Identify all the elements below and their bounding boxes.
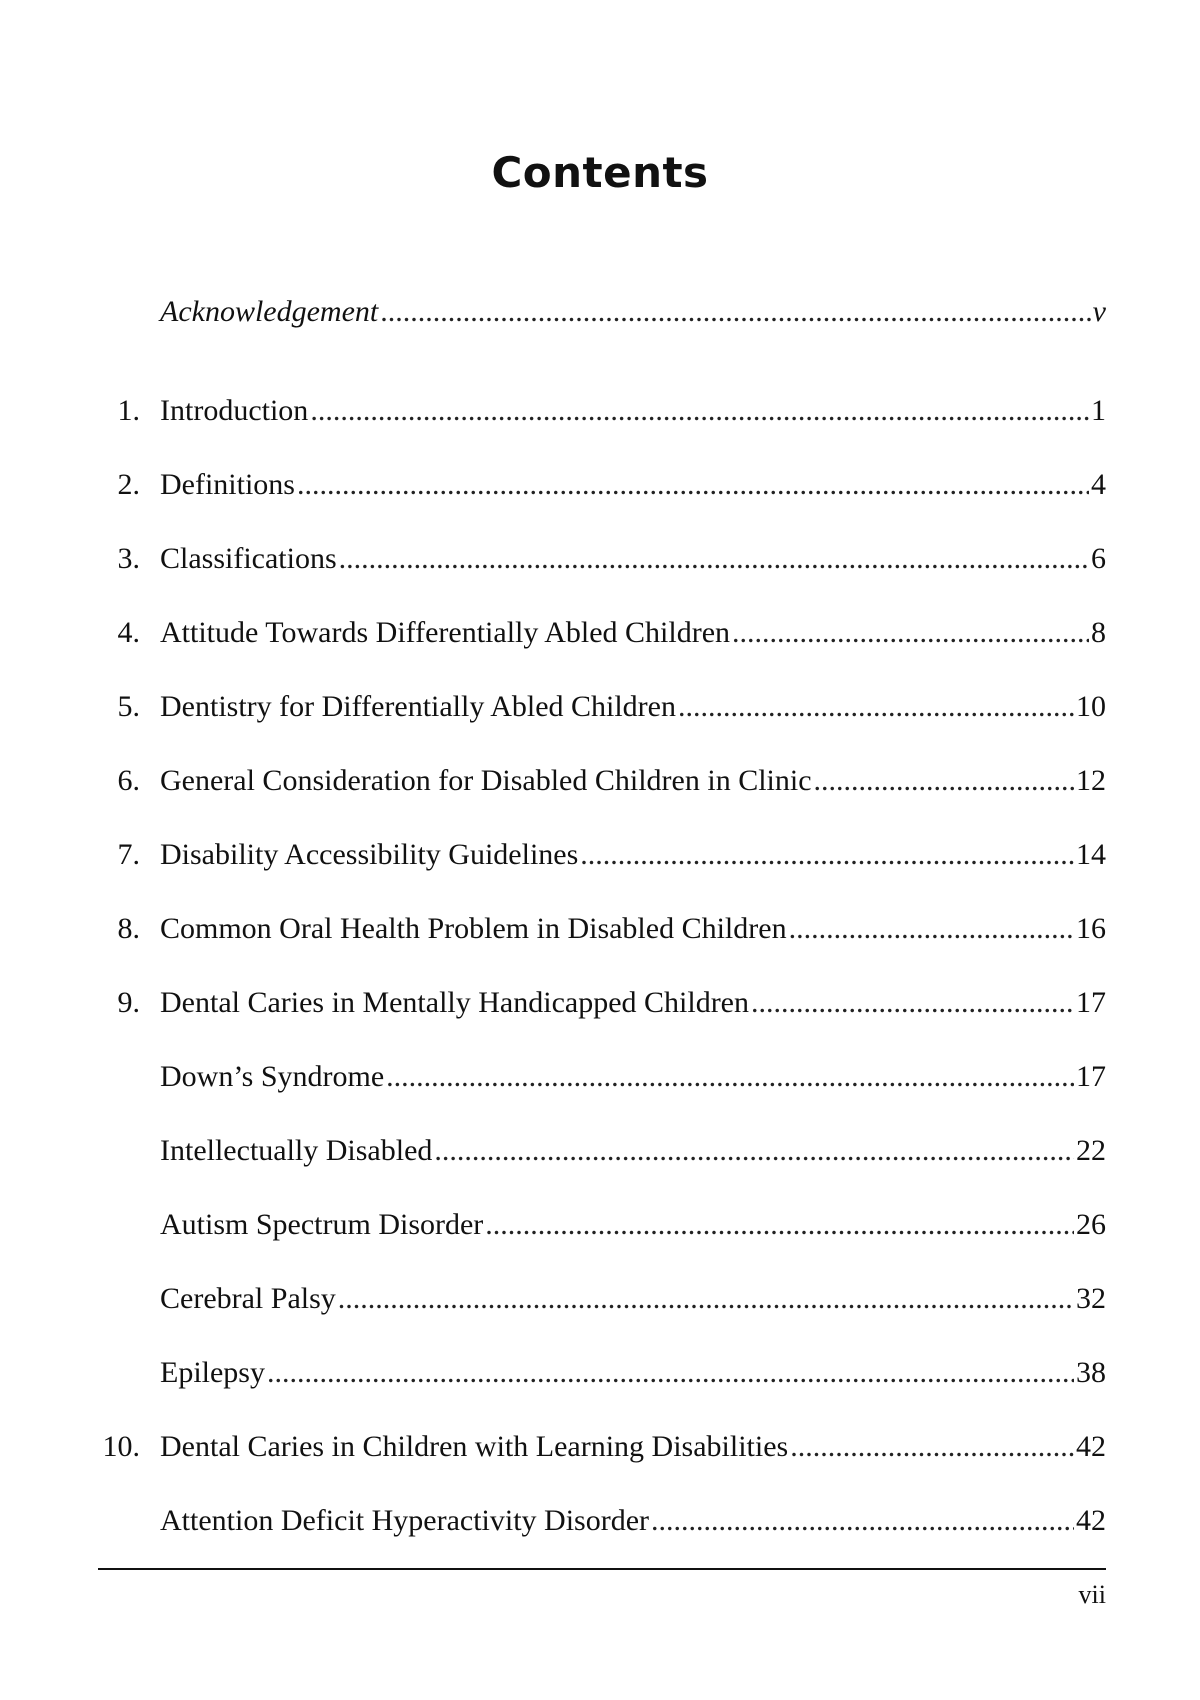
- toc-entry-page: 6: [1091, 542, 1106, 575]
- dot-leader: [386, 1057, 1074, 1097]
- toc-entry-page: 17: [1076, 1060, 1106, 1093]
- dot-leader: [651, 1501, 1074, 1541]
- toc-entry-number: 2.: [117, 468, 140, 501]
- toc-entry-number: 10.: [102, 1430, 140, 1463]
- toc-entry-cerebral-palsy[interactable]: [96, 1279, 1106, 1319]
- toc-entry-label: Attention Deficit Hyperactivity Disorder: [160, 1504, 650, 1537]
- toc-entry-page: 4: [1091, 468, 1106, 501]
- toc-entry-number: 7.: [117, 838, 140, 871]
- toc-entry-autism[interactable]: [96, 1205, 1106, 1245]
- dot-leader: [297, 465, 1089, 505]
- toc-entry-intellectually-disabled[interactable]: [96, 1131, 1106, 1171]
- page-title: Contents: [491, 148, 709, 197]
- toc-entry-label: General Consideration for Disabled Children in Clinic: [160, 764, 812, 797]
- toc-entry-introduction[interactable]: [96, 391, 1106, 431]
- toc-entry-label: Epilepsy: [160, 1356, 265, 1389]
- toc-entry-label: Attitude Towards Differentially Abled Children: [160, 616, 731, 649]
- dot-leader: [338, 1279, 1074, 1319]
- toc-entry-page: 42: [1076, 1430, 1106, 1463]
- toc-entry-definitions[interactable]: [96, 465, 1106, 505]
- toc-entry-page: 10: [1076, 690, 1106, 723]
- toc-entry-page: 16: [1076, 912, 1106, 945]
- dot-leader: [339, 539, 1089, 579]
- toc-entry-page: 22: [1076, 1134, 1106, 1167]
- toc-entry-attitude[interactable]: [96, 613, 1106, 653]
- toc-entry-acknowledgement[interactable]: [96, 292, 1106, 332]
- toc-entry-label: Cerebral Palsy: [160, 1282, 336, 1315]
- toc-entry-label: Definitions: [160, 468, 295, 501]
- toc-entry-number: 9.: [117, 986, 140, 1019]
- dot-leader: [732, 613, 1089, 653]
- toc-entry-downs-syndrome[interactable]: [96, 1057, 1106, 1097]
- dot-leader: [751, 983, 1074, 1023]
- toc-entry-label: Intellectually Disabled: [160, 1134, 433, 1167]
- footer-rule: [98, 1568, 1106, 1570]
- toc-entry-number: 5.: [117, 690, 140, 723]
- toc-entry-number: 3.: [117, 542, 140, 575]
- dot-leader: [434, 1131, 1074, 1171]
- toc-entry-label: Dental Caries in Children with Learning Disabilities: [160, 1430, 789, 1463]
- toc-entry-page: v: [1092, 295, 1106, 328]
- toc-entry-label: Classifications: [160, 542, 337, 575]
- toc-entry-number: 4.: [117, 616, 140, 649]
- dot-leader: [678, 687, 1074, 727]
- page-number: vii: [1078, 1580, 1106, 1609]
- toc-entry-page: 14: [1076, 838, 1106, 871]
- dot-leader: [267, 1353, 1074, 1393]
- toc-entry-oral-health[interactable]: [96, 909, 1106, 949]
- dot-leader: [485, 1205, 1074, 1245]
- toc-entry-label: Dental Caries in Mentally Handicapped Children: [160, 986, 749, 1019]
- toc-entry-adhd[interactable]: [96, 1501, 1106, 1541]
- toc-entry-page: 8: [1091, 616, 1106, 649]
- toc-entry-label: Down’s Syndrome: [160, 1060, 385, 1093]
- toc-entry-page: 1: [1091, 394, 1106, 427]
- toc-entry-learning-disabilities[interactable]: [96, 1427, 1106, 1467]
- toc-entry-label: Introduction: [160, 394, 309, 427]
- toc-entry-epilepsy[interactable]: [96, 1353, 1106, 1393]
- toc-entry-general-consideration[interactable]: [96, 761, 1106, 801]
- toc-entry-number: 8.: [117, 912, 140, 945]
- dot-leader: [789, 909, 1074, 949]
- toc-entry-dentistry[interactable]: [96, 687, 1106, 727]
- dot-leader: [310, 391, 1089, 431]
- toc-entry-label: Disability Accessibility Guidelines: [160, 838, 579, 871]
- toc-entry-page: 12: [1076, 764, 1106, 797]
- toc-entry-page: 26: [1076, 1208, 1106, 1241]
- toc-entry-accessibility[interactable]: [96, 835, 1106, 875]
- dot-leader: [790, 1427, 1074, 1467]
- toc-entry-label: Autism Spectrum Disorder: [160, 1208, 484, 1241]
- toc-entry-label: Dentistry for Differentially Abled Children: [160, 690, 676, 723]
- dot-leader: [580, 835, 1074, 875]
- toc-entry-page: 38: [1076, 1356, 1106, 1389]
- toc-entry-page: 17: [1076, 986, 1106, 1019]
- toc-entry-page: 32: [1076, 1282, 1106, 1315]
- dot-leader: [814, 761, 1074, 801]
- toc-entry-mentally-handicapped[interactable]: [96, 983, 1106, 1023]
- toc-entry-number: 1.: [117, 394, 140, 427]
- toc-entry-label: Acknowledgement: [160, 295, 379, 328]
- toc-entry-label: Common Oral Health Problem in Disabled Children: [160, 912, 787, 945]
- toc-entry-number: 6.: [117, 764, 140, 797]
- dot-leader: [380, 292, 1090, 332]
- toc-entry-classifications[interactable]: [96, 539, 1106, 579]
- toc-entry-page: 42: [1076, 1504, 1106, 1537]
